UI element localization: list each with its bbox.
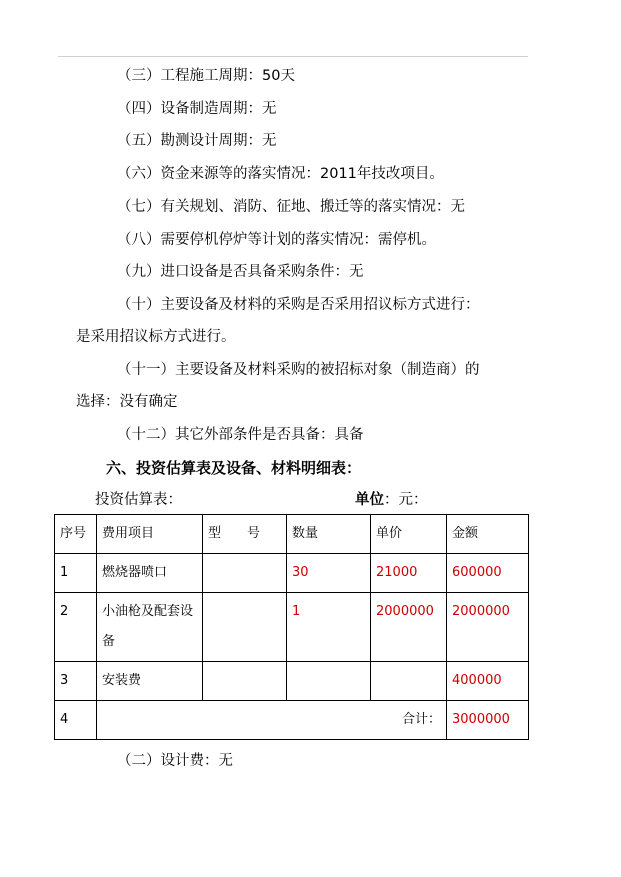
unit-value: ：元： — [384, 492, 428, 508]
item-procurement-method: （十）主要设备及材料的采购是否采用招议标方式进行： — [117, 297, 480, 313]
item-design-fee: （二）设计费：无 — [117, 753, 233, 769]
section-heading: 六、投资估算表及设备、材料明细表： — [106, 459, 362, 477]
total-amount: 3000000 — [447, 701, 529, 740]
cell-serial: 2 — [55, 593, 97, 662]
header-unit-price: 单价 — [371, 515, 447, 554]
item-bidder-selection-cont: 选择：没有确定 — [76, 394, 178, 410]
table-header-row — [55, 515, 529, 554]
header-serial: 序号 — [55, 515, 97, 554]
item-import-equipment: （九）进口设备是否具备采购条件：无 — [117, 264, 364, 280]
table-row — [55, 554, 529, 593]
cell-unit-price — [371, 662, 447, 701]
table-total-row — [55, 701, 529, 740]
table-title: 投资估算表： — [95, 492, 182, 508]
cell-serial: 3 — [55, 662, 97, 701]
header-amount: 金额 — [447, 515, 529, 554]
item-construction-period: （三）工程施工周期：50天 — [117, 68, 295, 84]
cell-item: 安装费 — [97, 662, 203, 701]
page-header-rule — [58, 56, 528, 57]
cell-model — [203, 593, 287, 662]
cell-unit-price: 2000000 — [371, 593, 447, 662]
cell-amount: 600000 — [447, 554, 529, 593]
total-label: 合计： — [97, 701, 447, 740]
cell-serial: 1 — [55, 554, 97, 593]
cell-item: 小油枪及配套设备 — [97, 593, 203, 662]
cell-serial: 4 — [55, 701, 97, 740]
cell-unit-price: 21000 — [371, 554, 447, 593]
cell-quantity: 30 — [287, 554, 371, 593]
item-survey-design-period: （五）勘测设计周期：无 — [117, 133, 277, 149]
cell-item: 燃烧器喷口 — [97, 554, 203, 593]
cell-model — [203, 662, 287, 701]
table-row — [55, 662, 529, 701]
cell-amount: 400000 — [447, 662, 529, 701]
item-bidder-selection: （十一）主要设备及材料采购的被招标对象（制造商）的 — [117, 362, 480, 378]
cell-quantity: 1 — [287, 593, 371, 662]
unit-label: 单位 — [355, 492, 384, 508]
item-procurement-method-cont: 是采用招议标方式进行。 — [76, 329, 236, 345]
table-row — [55, 593, 529, 662]
item-planning-implementation: （七）有关规划、消防、征地、搬迁等的落实情况：无 — [117, 199, 465, 215]
item-external-conditions: （十二）其它外部条件是否具备：具备 — [117, 427, 364, 443]
cell-amount: 2000000 — [447, 593, 529, 662]
item-funding-source: （六）资金来源等的落实情况：2011年技改项目。 — [117, 166, 444, 182]
item-shutdown-plan: （八）需要停机停炉等计划的落实情况：需停机。 — [117, 232, 436, 248]
cell-quantity — [287, 662, 371, 701]
cell-model — [203, 554, 287, 593]
unit-caption — [355, 490, 428, 510]
investment-estimate-table — [54, 514, 529, 740]
header-item: 费用项目 — [97, 515, 203, 554]
header-model: 型 号 — [203, 515, 287, 554]
item-equipment-manufacture-period: （四）设备制造周期：无 — [117, 101, 277, 117]
header-quantity: 数量 — [287, 515, 371, 554]
